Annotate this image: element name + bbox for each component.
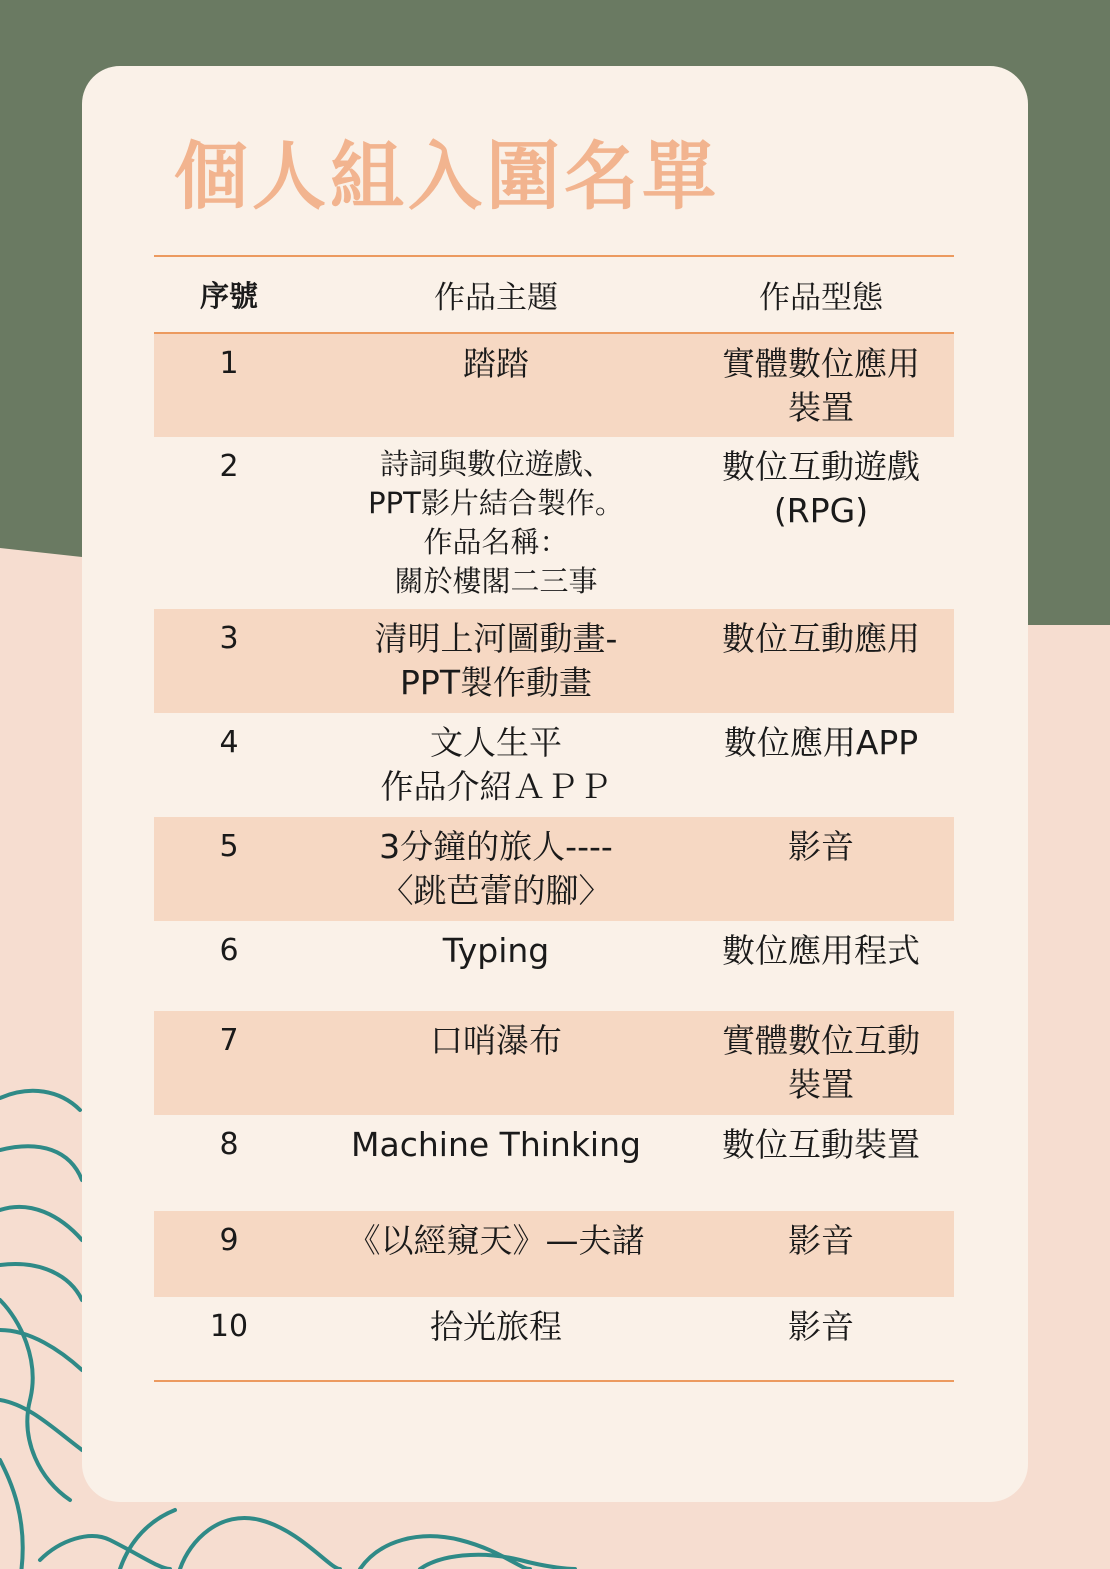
table-row bbox=[154, 609, 954, 713]
row-type: 實體數位互動 裝置 bbox=[688, 1011, 954, 1115]
table-row bbox=[154, 1011, 954, 1115]
row-number: 1 bbox=[154, 333, 304, 437]
row-type: 實體數位應用 裝置 bbox=[688, 333, 954, 437]
row-number: 3 bbox=[154, 609, 304, 713]
table-row bbox=[154, 1297, 954, 1381]
table-header-row bbox=[154, 256, 954, 333]
table-row bbox=[154, 1115, 954, 1211]
row-topic: Machine Thinking bbox=[351, 1125, 641, 1164]
row-type: 數位應用APP bbox=[723, 723, 919, 762]
row-type: 影音 bbox=[688, 817, 954, 921]
column-header-topic: 作品主題 bbox=[304, 256, 688, 333]
row-number: 7 bbox=[154, 1011, 304, 1115]
content-card bbox=[82, 66, 1028, 1502]
row-topic: 詩詞與數位遊戲、 PPT影片結合製作。 作品名稱： 關於樓閣二三事 bbox=[368, 447, 624, 598]
row-topic: 清明上河圖動畫- PPT製作動畫 bbox=[304, 609, 688, 713]
table-row bbox=[154, 437, 954, 609]
row-number: 10 bbox=[154, 1297, 304, 1381]
row-type: 影音 bbox=[688, 1297, 954, 1381]
row-type: 數位互動遊戲 (RPG) bbox=[722, 447, 920, 530]
row-type: 數位互動應用 bbox=[688, 609, 954, 713]
row-number: 5 bbox=[154, 817, 304, 921]
row-number: 2 bbox=[219, 449, 239, 484]
row-topic: 文人生平 作品介紹ＡＰＰ bbox=[380, 723, 612, 806]
table-row bbox=[154, 713, 954, 817]
row-type: 數位互動裝置 bbox=[722, 1125, 920, 1164]
row-topic: 拾光旅程 bbox=[304, 1297, 688, 1381]
table-row bbox=[154, 333, 954, 437]
row-topic: 《以經窺天》—夫諸 bbox=[304, 1211, 688, 1297]
row-type: 數位應用程式 bbox=[722, 931, 920, 970]
row-topic: 3分鐘的旅人---- 〈跳芭蕾的腳〉 bbox=[304, 817, 688, 921]
table-row bbox=[154, 817, 954, 921]
column-header-number: 序號 bbox=[154, 256, 304, 333]
row-type: 影音 bbox=[688, 1211, 954, 1297]
finalist-table bbox=[154, 255, 954, 1382]
page-title: 個人組入圍名單 bbox=[174, 134, 720, 220]
column-header-type: 作品型態 bbox=[688, 256, 954, 333]
row-topic: 口哨瀑布 bbox=[304, 1011, 688, 1115]
table-row bbox=[154, 1211, 954, 1297]
row-topic: 踏踏 bbox=[304, 333, 688, 437]
row-number: 9 bbox=[154, 1211, 304, 1297]
table-row bbox=[154, 921, 954, 1011]
row-topic: Typing bbox=[442, 931, 550, 970]
row-number: 4 bbox=[219, 725, 239, 760]
row-number: 8 bbox=[219, 1127, 239, 1162]
row-number: 6 bbox=[219, 933, 239, 968]
